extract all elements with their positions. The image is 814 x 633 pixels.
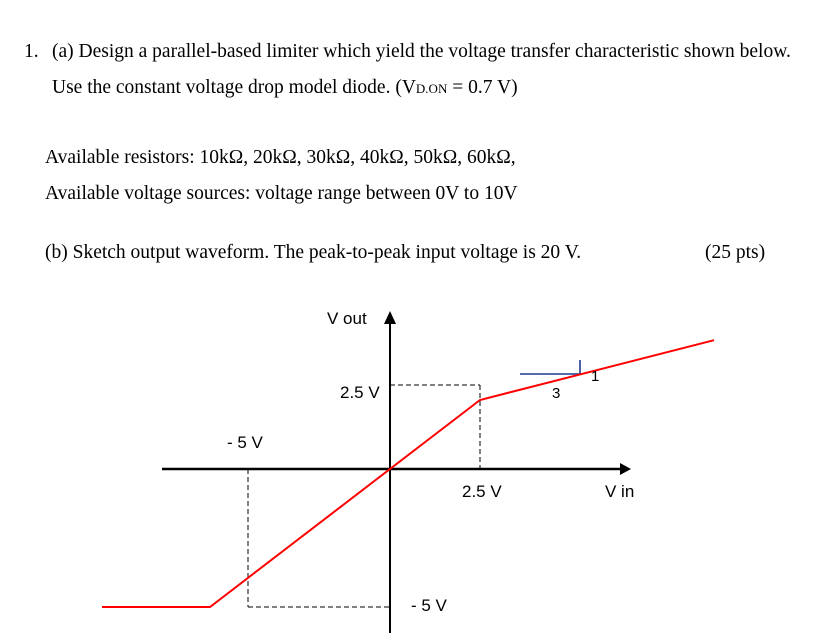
part-a-line2-pre: Use the constant voltage drop model diode. (V bbox=[52, 77, 416, 98]
x-axis-label: V in bbox=[605, 482, 635, 501]
label-vin-neg: - 5 V bbox=[227, 433, 263, 452]
label-vin-pos: 2.5 V bbox=[462, 482, 502, 501]
problem-number: 1. bbox=[24, 41, 39, 62]
available-sources: Available voltage sources: voltage range between 0V to 10V bbox=[45, 183, 518, 204]
part-a-line1: (a) Design a parallel-based limiter which yield the voltage transfer characteristic shown below. bbox=[52, 41, 791, 62]
points: (25 pts) bbox=[705, 242, 766, 263]
label-slope-rise: 1 bbox=[591, 368, 600, 385]
part-b: (b) Sketch output waveform. The peak-to-peak input voltage is 20 V. bbox=[45, 242, 582, 263]
label-vout-neg: - 5 V bbox=[411, 596, 447, 615]
label-slope-run: 3 bbox=[552, 385, 561, 402]
part-a-line2-sub: D.ON bbox=[415, 81, 448, 96]
part-a-line2-post: = 0.7 V) bbox=[447, 77, 518, 98]
y-axis-arrow-icon bbox=[384, 311, 396, 324]
y-axis-label: V out bbox=[327, 309, 367, 328]
x-axis-arrow-icon bbox=[620, 463, 631, 475]
available-resistors: Available resistors: 10kΩ, 20kΩ, 30kΩ, 40kΩ, 50kΩ, 60kΩ, bbox=[45, 147, 516, 168]
label-vout-pos: 2.5 V bbox=[340, 383, 380, 402]
slope-triangle bbox=[520, 360, 580, 374]
